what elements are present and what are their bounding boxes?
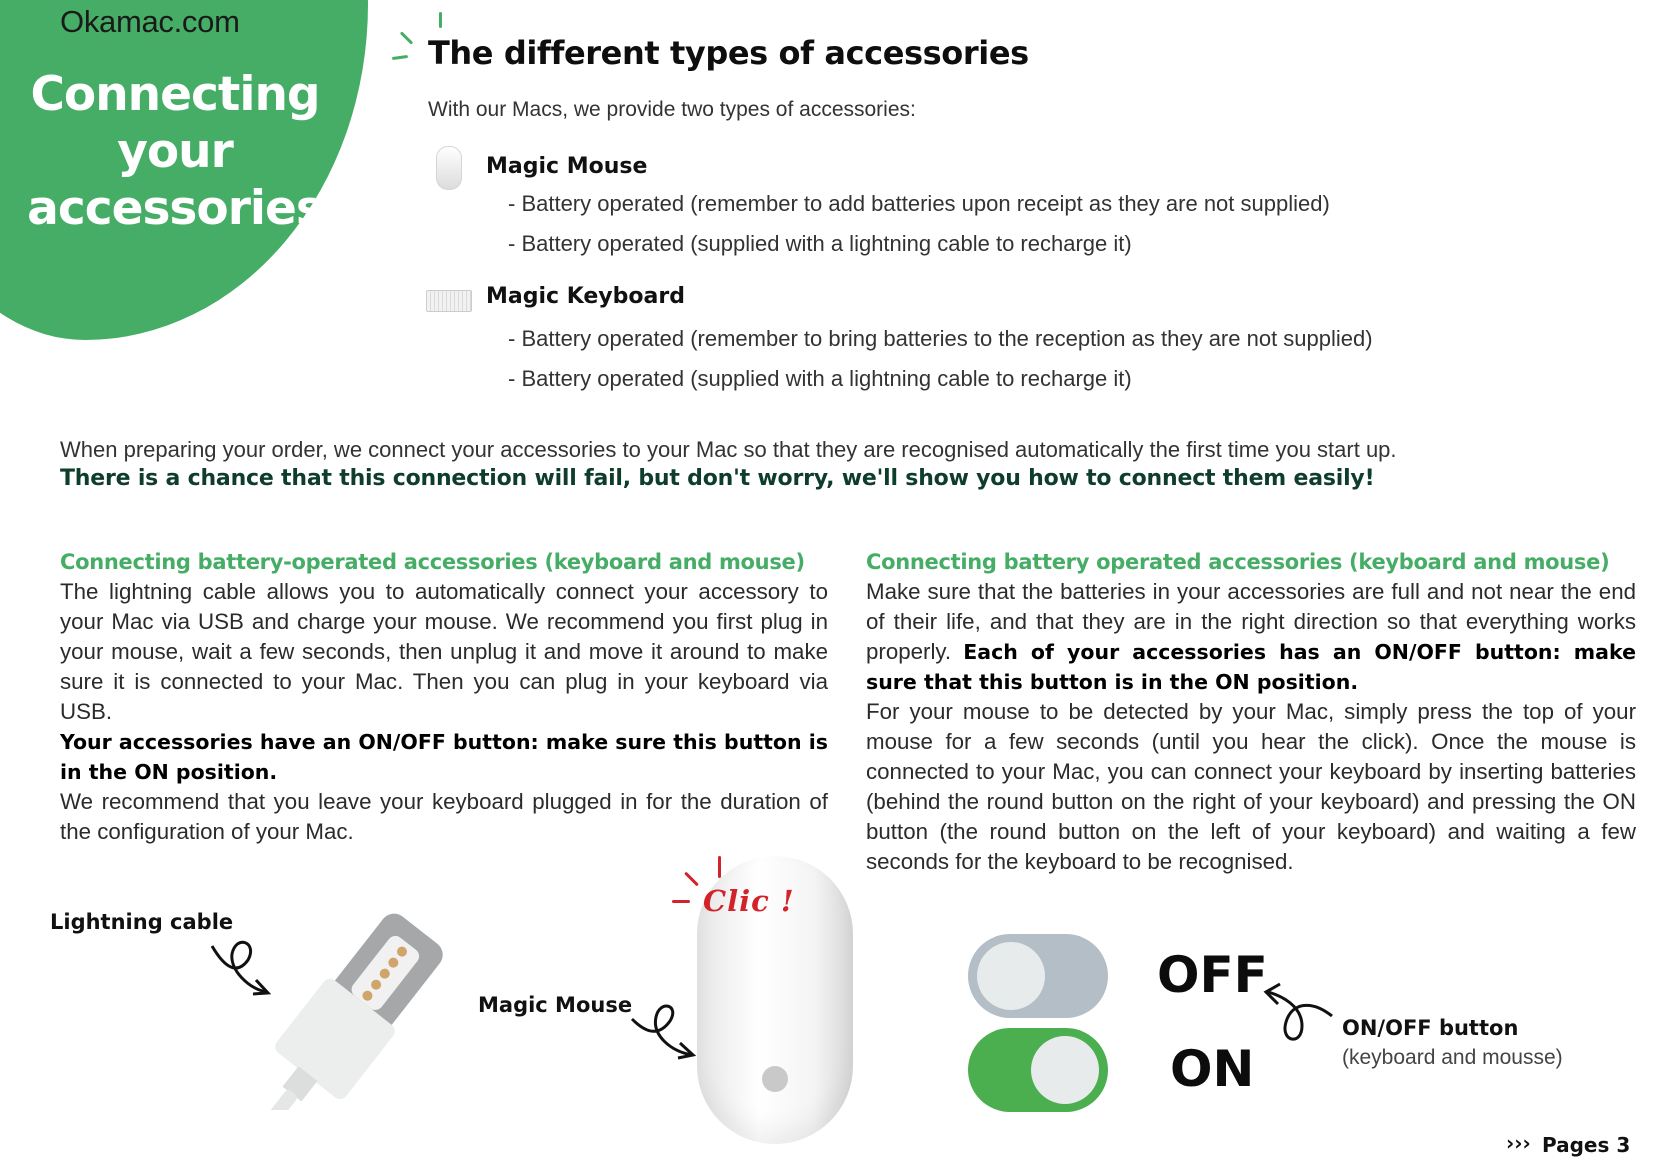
intro-text: With our Macs, we provide two types of accessories: [428,98,916,121]
accessory-line: - Battery operated (supplied with a lightning cable to recharge it) [508,366,1132,391]
left-column [60,547,828,847]
magic-mouse-label: Magic Mouse [478,993,633,1017]
arrow-icon [630,995,700,1065]
page-number: Pages 3 [1542,1133,1631,1157]
section-title: The different types of accessories [428,34,1029,72]
right-column-bold: Each of your accessories has an ON/OFF button: make sure that this button is in the ON position. [866,640,1636,694]
accessory-line: - Battery operated (remember to add batteries upon receipt as they are not supplied) [508,191,1330,216]
off-label: OFF [1157,946,1268,1004]
accent-stroke [392,55,408,60]
click-stroke [684,872,699,887]
info-paragraph: When preparing your order, we connect your accessories to your Mac so that they are recognised automatically the first time you start up. [60,437,1397,462]
accent-stroke [400,31,413,44]
chevrons-icon: ››› [1506,1131,1531,1155]
arrow-icon [1262,982,1334,1052]
left-column-bold: Your accessories have an ON/OFF button: make sure this button is in the ON position. [60,730,828,784]
mouse-icon [436,146,462,190]
left-column-text-2: We recommend that you leave your keyboard plugged in for the duration of the configuration of your Mac. [60,789,828,844]
click-stroke [672,900,690,903]
accessory-title-mouse: Magic Mouse [486,154,648,179]
lightning-cable-label: Lightning cable [50,910,234,934]
right-column-heading: Connecting battery operated accessories (keyboard and mouse) [866,550,1610,574]
lightning-cable-illustration [240,900,460,1110]
keyboard-icon [426,290,472,312]
click-text: Clic ! [703,884,795,918]
onoff-button-sublabel: (keyboard and mousse) [1342,1046,1563,1069]
left-column-heading: Connecting battery-operated accessories (keyboard and mouse) [60,550,805,574]
on-label: ON [1170,1040,1255,1098]
hero-title [0,66,350,237]
accent-stroke [439,12,442,28]
accessory-title-keyboard: Magic Keyboard [486,284,685,309]
mouse-dot [762,1066,788,1092]
click-stroke [718,856,721,878]
brand-logo: Okamac.com [60,4,240,39]
right-column-text-2: For your mouse to be detected by your Mac, simply press the top of your mouse for a few seconds (until you hear the click). Once the mouse is connected to your Mac, you can connect your keyboard by inserting batteries (behind the round button on the right of your keyboard) and pressing the ON button (the round button on the left of your keyboard) and waiting a few seconds for the keyboard to be recognised. [866,699,1636,874]
hero-line-3: accessories [27,181,323,236]
toggle-on-knob [1031,1036,1099,1104]
hero-line-1: Connecting [30,67,320,122]
accessory-line: - Battery operated (remember to bring batteries to the reception as they are not supplied) [508,326,1373,351]
left-column-text: The lightning cable allows you to automatically connect your accessory to your Mac via USB and charge your mouse. We recommend you first plug in your mouse, wait a few seconds, then unplug it and move it around to make sure it is connected to your Mac. Then you can plug in your keyboard via USB. [60,579,828,724]
highlight-paragraph: There is a chance that this connection will fail, but don't worry, we'll show you how to connect them easily! [60,466,1375,491]
hero-line-2: your [117,124,233,179]
right-column-text: Make sure that the batteries in your accessories are full and not near the end of their life, and that they are in the right direction so that everything works properly. [866,579,1636,664]
toggle-off-knob [977,942,1045,1010]
accessory-line: - Battery operated (supplied with a lightning cable to recharge it) [508,231,1132,256]
onoff-button-label: ON/OFF button [1342,1016,1519,1040]
right-column [866,547,1636,877]
